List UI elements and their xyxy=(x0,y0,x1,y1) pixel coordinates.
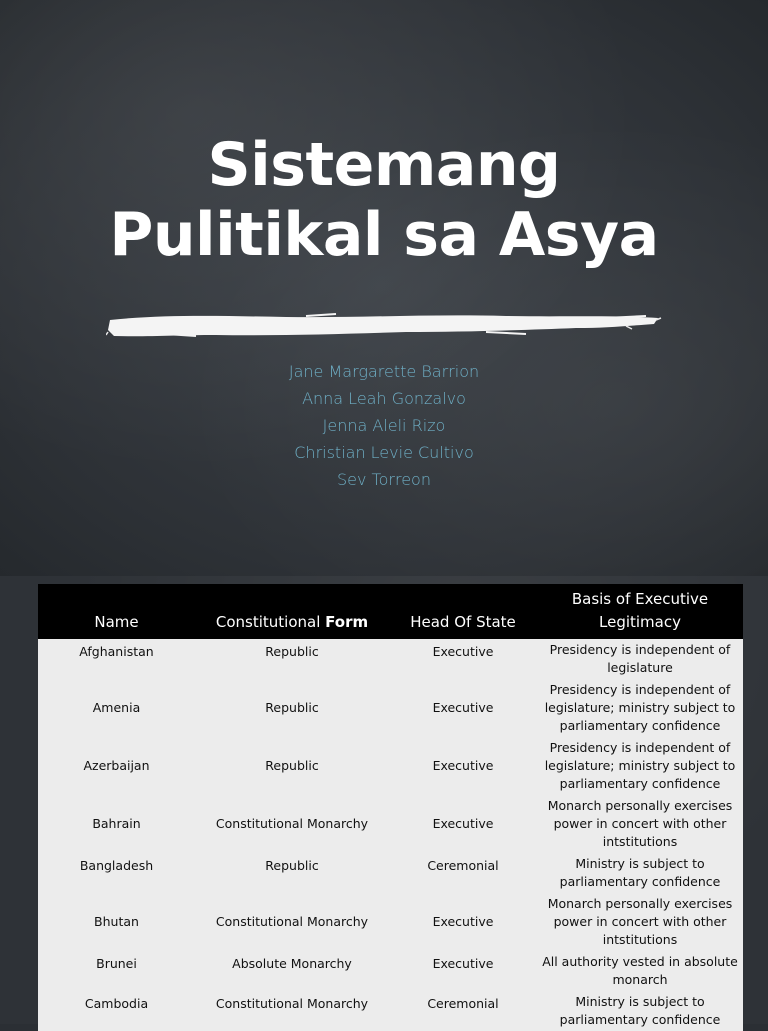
cell-head: Executive xyxy=(389,795,537,853)
cell-basis: Presidency is independent of legislature; ministry subject to parliamentary confidence xyxy=(537,737,743,795)
table-row xyxy=(38,679,743,737)
table-row xyxy=(38,795,743,853)
author-name: Christian Levie Cultivo xyxy=(294,443,474,462)
cell-name: Amenia xyxy=(38,679,195,737)
cell-basis: Monarch personally exercises power in concert with other intstitutions xyxy=(537,893,743,951)
cell-form: Constitutional Monarchy xyxy=(195,991,389,1031)
header-head-of-state: Head Of State xyxy=(389,584,537,639)
cell-form: Republic xyxy=(195,853,389,893)
cell-basis: Presidency is independent of legislature xyxy=(537,639,743,679)
cell-form: Republic xyxy=(195,737,389,795)
cell-name: Bhutan xyxy=(38,893,195,951)
author-name: Anna Leah Gonzalvo xyxy=(302,389,466,408)
cell-form: Absolute Monarchy xyxy=(195,951,389,991)
cell-name: Cambodia xyxy=(38,991,195,1031)
table-row xyxy=(38,951,743,991)
cell-basis: Ministry is subject to parliamentary confidence xyxy=(537,991,743,1031)
header-basis-of-legitimacy: Basis of Executive Legitimacy xyxy=(537,584,743,639)
table-row xyxy=(38,737,743,795)
cell-name: Bangladesh xyxy=(38,853,195,893)
cell-head: Executive xyxy=(389,893,537,951)
table-header-row xyxy=(38,584,743,639)
table-row xyxy=(38,853,743,893)
cell-head: Executive xyxy=(389,639,537,679)
cell-head: Executive xyxy=(389,737,537,795)
cell-head: Executive xyxy=(389,951,537,991)
cell-name: Azerbaijan xyxy=(38,737,195,795)
cell-name: Brunei xyxy=(38,951,195,991)
cell-name: Afghanistan xyxy=(38,639,195,679)
header-name: Name xyxy=(38,584,195,639)
table-row xyxy=(38,991,743,1031)
political-systems-table xyxy=(38,584,743,1031)
cell-basis: All authority vested in absolute monarch xyxy=(537,951,743,991)
author-name: Jane Margarette Barrion xyxy=(288,362,480,381)
cell-head: Ceremonial xyxy=(389,853,537,893)
cell-head: Executive xyxy=(389,679,537,737)
slide-title-line-1: Sistemang xyxy=(207,130,561,200)
cell-basis: Presidency is independent of legislature; ministry subject to parliamentary confidence xyxy=(537,679,743,737)
table-row xyxy=(38,639,743,679)
cell-form: Constitutional Monarchy xyxy=(195,795,389,853)
header-constitutional-form xyxy=(195,584,389,639)
author-list xyxy=(0,358,768,493)
cell-basis: Monarch personally exercises power in concert with other intstitutions xyxy=(537,795,743,853)
chalk-underline-stroke xyxy=(106,310,662,344)
cell-name: Bahrain xyxy=(38,795,195,853)
header-form-bold: Form xyxy=(325,613,369,631)
cell-head: Ceremonial xyxy=(389,991,537,1031)
slide-title-line-2: Pulitikal sa Asya xyxy=(109,200,659,270)
cell-form: Republic xyxy=(195,639,389,679)
cell-basis: Ministry is subject to parliamentary confidence xyxy=(537,853,743,893)
author-name: Jenna Aleli Rizo xyxy=(322,416,446,435)
header-form-prefix: Constitutional xyxy=(215,613,326,631)
cell-form: Republic xyxy=(195,679,389,737)
author-name: Sev Torreon xyxy=(337,470,431,489)
cell-form: Constitutional Monarchy xyxy=(195,893,389,951)
slide-title xyxy=(0,130,768,270)
table-row xyxy=(38,893,743,951)
